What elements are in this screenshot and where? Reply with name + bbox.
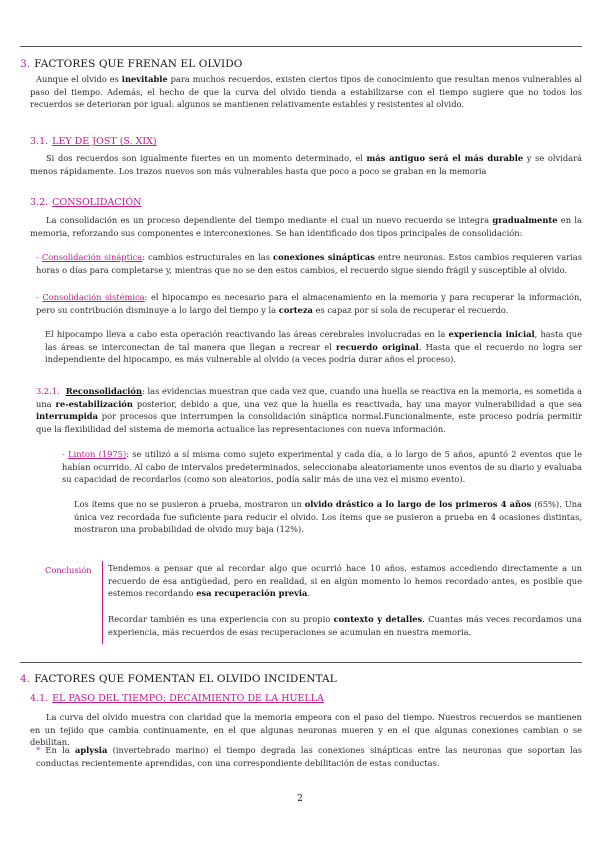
link-consolidacion-sinaptica[interactable]: Consolidación sináptica — [41, 252, 143, 262]
section-3-2-heading: 3.2. CONSOLIDACIÓN — [30, 197, 142, 208]
conclusion-p2: Recordar también es una experiencia con su propio contexto y detalles. Cuantas más veces recordamos una experiencia, más recuerdos de esas recuperaciones se acumulan en nuestra memoria. — [108, 614, 582, 637]
section-3-1-heading: 3.1. LEY DE JOST (S. XIX) — [30, 136, 157, 147]
link-consolidacion-sistemica[interactable]: Consolidación sistémica — [42, 292, 145, 302]
bullet-sinaptica: - Consolidación sináptica: cambios estructurales en las conexiones sinápticas entre neuronas. Estos cambios requieren varias horas o días para completarse y, mientras que no se den estos cambios, el recuerdo sigue siendo frágil y susceptible al olvido. — [36, 252, 582, 275]
section-4-1-heading: 4.1. EL PASO DEL TIEMPO: DECAIMIENTO DE LA HUELLA — [30, 693, 324, 704]
section-4-1-link[interactable]: EL PASO DEL TIEMPO: DECAIMIENTO DE LA HUELLA — [52, 693, 324, 704]
section-4-heading: 4. FACTORES QUE FOMENTAN EL OLVIDO INCIDENTAL — [20, 673, 337, 685]
conclusion-p1: Tendemos a pensar que al recordar algo que ocurrió hace 10 años, estamos accediendo directamente a un recuerdo de esa antigüedad, pero en realidad, si en algún momento lo hemos recordado antes, es posible que estemos recordando esa recuperación previa. — [108, 563, 582, 599]
conclusion-label: Conclusión — [45, 565, 92, 575]
page-number: 2 — [297, 794, 303, 804]
section-3-2-1: 3.2.1. Reconsolidación: las evidencias muestran que cada vez que, cuando una huella se reactiva en la memoria, es sometida a una re-estabilización posterior, debido a que, una vez que la huella es reactivada, hay una mayor vulnerabilidad a que sea interrumpida por procesos que interrumpen la consolidación sináptica normal.Funcionalmente, este proceso podría permitir que la flexibilidad del sistema de memoria actualice las representaciones con nueva información. — [36, 386, 583, 434]
conclusion-bar — [102, 561, 103, 644]
section-3-2-link[interactable]: CONSOLIDACIÓN — [52, 197, 142, 208]
hipocampo-paragraph: El hipocampo lleva a cabo esta operación reactivando las áreas cerebrales involucradas en la experiencia inicial, hasta que las áreas se interconectan de tal manera que llegan a recrear el recuerdo original. Hasta que el recuerdo no logra ser independiente del hipocampo, es más vulnerable al olvido (a veces podría durar años el proceso). — [45, 329, 582, 365]
aplysia-bullet: * En la aplysia (invertebrado marino) el tiempo degrada las conexiones sinápticas entre las neuronas que soportan las conductas recientemente aprendidas, con una correspondiente debilitación de estas conductas. — [36, 745, 582, 768]
bullet-sistemica: - Consolidación sistémica: el hipocampo es necesario para el almacenamiento en la memoria y para recuperar la información, pero su contribución disminuye a lo largo del tiempo y la corteza es capaz por sí sola de recuperar el recuerdo. — [36, 292, 582, 315]
linton-bullet: - Linton (1975): se utilizó a sí misma como sujeto experimental y cada día, a lo largo de 5 años, apuntó 2 eventos que le habían ocurrido. Al cabo de intervalos predeterminados, seleccionaba aleatoriamente unos eventos de su diario y evaluaba su capacidad de recordarlos (como son aleatorios, podía salir más de una vez el mismo evento). — [62, 449, 582, 485]
link-linton[interactable]: Linton (1975) — [68, 449, 127, 459]
section-3-intro: Aunque el olvido es inevitable para muchos recuerdos, existen ciertos tipos de conocimiento que resultan menos vulnerables al paso del tiempo. Además, el hecho de que la curva del olvido tienda a estabilizarse con el tiempo sugiere que no todos los recuerdos se deterioran por igual: algunos se mantienen relativamente estables y resistentes al olvido. — [30, 74, 582, 110]
section-3-heading: 3. FACTORES QUE FRENAN EL OLVIDO — [20, 58, 243, 70]
section-3-1-text: Si dos recuerdos son igualmente fuertes en un momento determinado, el más antiguo será el más durable y se olvidará menos rápidamente. Los trazos nuevos son más vulnerables hasta que poco a poco se graban en la memoria — [30, 153, 583, 176]
top-rule — [20, 46, 582, 47]
section-3-1-link[interactable]: LEY DE JOST (S. XIX) — [52, 136, 157, 147]
section-3-2-intro: La consolidación es un proceso dependiente del tiempo mediante el cual un nuevo recuerdo se integra gradualmente en la memoria, reforzando sus componentes e interconexiones. Se han identificado dos tipos principales de consolidación: — [30, 215, 582, 238]
section-4-1-text: La curva del olvido muestra con claridad que la memoria empeora con el paso del tiempo. Nuestros recuerdos se mantienen en un tejido que cambia continuamente, en el que algunas neuronas mueren y en el que algunas conexiones cambian o se debilitan. — [30, 712, 582, 748]
items-paragraph: Los ítems que no se pusieron a prueba, mostraron un olvido drástico a lo largo de los primeros 4 años (65%). Una única vez recordada fue suficiente para reducir el olvido. Los ítems que se pusieron a prueba en 4 ocasiones distintas, mostraron una probabilidad de olvido muy baja (12%). — [74, 499, 582, 535]
section-4-rule — [20, 662, 582, 663]
